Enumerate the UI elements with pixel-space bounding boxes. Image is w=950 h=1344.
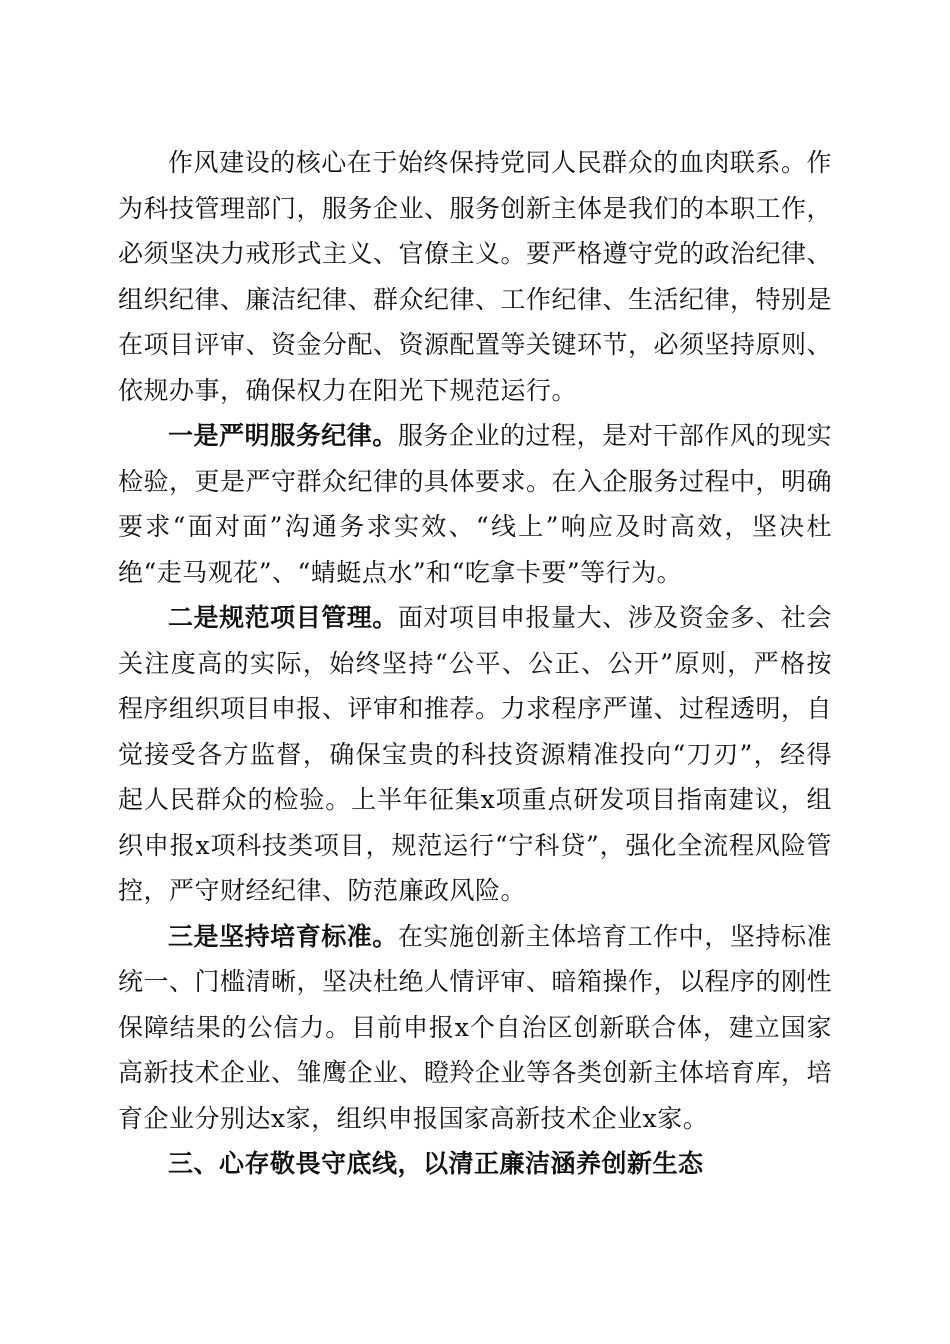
paragraph-intro	[118, 140, 832, 413]
paragraph-text: 在实施创新主体培育工作中，坚持标准统一、门槛清晰，坚决杜绝人情评审、暗箱操作，以程序的刚性保障结果的公信力。目前申报x个自治区创新联合体，建立国家高新技术企业、雏鹰企业、瞪羚企业等各类创新主体培育库，培育企业分别达x家，组织申报国家高新技术企业x家。	[118, 921, 833, 1133]
section-heading: 三、心存敬畏守底线，以清正廉洁涵养创新生态	[168, 1149, 704, 1178]
paragraph-text: 面对项目申报量大、涉及资金多、社会关注度高的实际，始终坚持“公平、公正、公开”原则，严格按程序组织项目申报、评审和推荐。力求程序严谨、过程透明，自觉接受各方监督，确保宝贵的科技资源精准投向“刀刃”，经得起人民群众的检验。上半年征集x项重点研发项目指南建议，组织申报x项科技类项目，规范运行“宁科贷”，强化全流程风险管控，严守财经纪律、防范廉政风险。	[118, 603, 833, 905]
paragraph-service-discipline	[118, 413, 832, 595]
document-body	[118, 140, 832, 1187]
paragraph-text: 作风建设的核心在于始终保持党同人民群众的血肉联系。作为科技管理部门，服务企业、服务创新主体是我们的本职工作，必须坚决力戒形式主义、官僚主义。要严格遵守党的政治纪律、组织纪律、廉洁纪律、群众纪律、工作纪律、生活纪律，特别是在项目评审、资金分配、资源配置等关键环节，必须坚持原则、依规办事，确保权力在阳光下规范运行。	[118, 148, 833, 405]
paragraph-text: 服务企业的过程，是对干部作风的现实检验，更是严守群众纪律的具体要求。在入企服务过程中，明确要求“面对面”沟通务求实效、“线上”响应及时高效，坚决杜绝“走马观花”、“蜻蜓点水”和“吃拿卡要”等行为。	[118, 421, 833, 587]
paragraph-lead: 二是规范项目管理。	[168, 603, 398, 632]
paragraph-lead: 一是严明服务纪律。	[168, 421, 398, 450]
paragraph-project-management	[118, 595, 832, 914]
paragraph-cultivation-standard	[118, 914, 832, 1142]
paragraph-lead: 三是坚持培育标准。	[168, 921, 398, 951]
